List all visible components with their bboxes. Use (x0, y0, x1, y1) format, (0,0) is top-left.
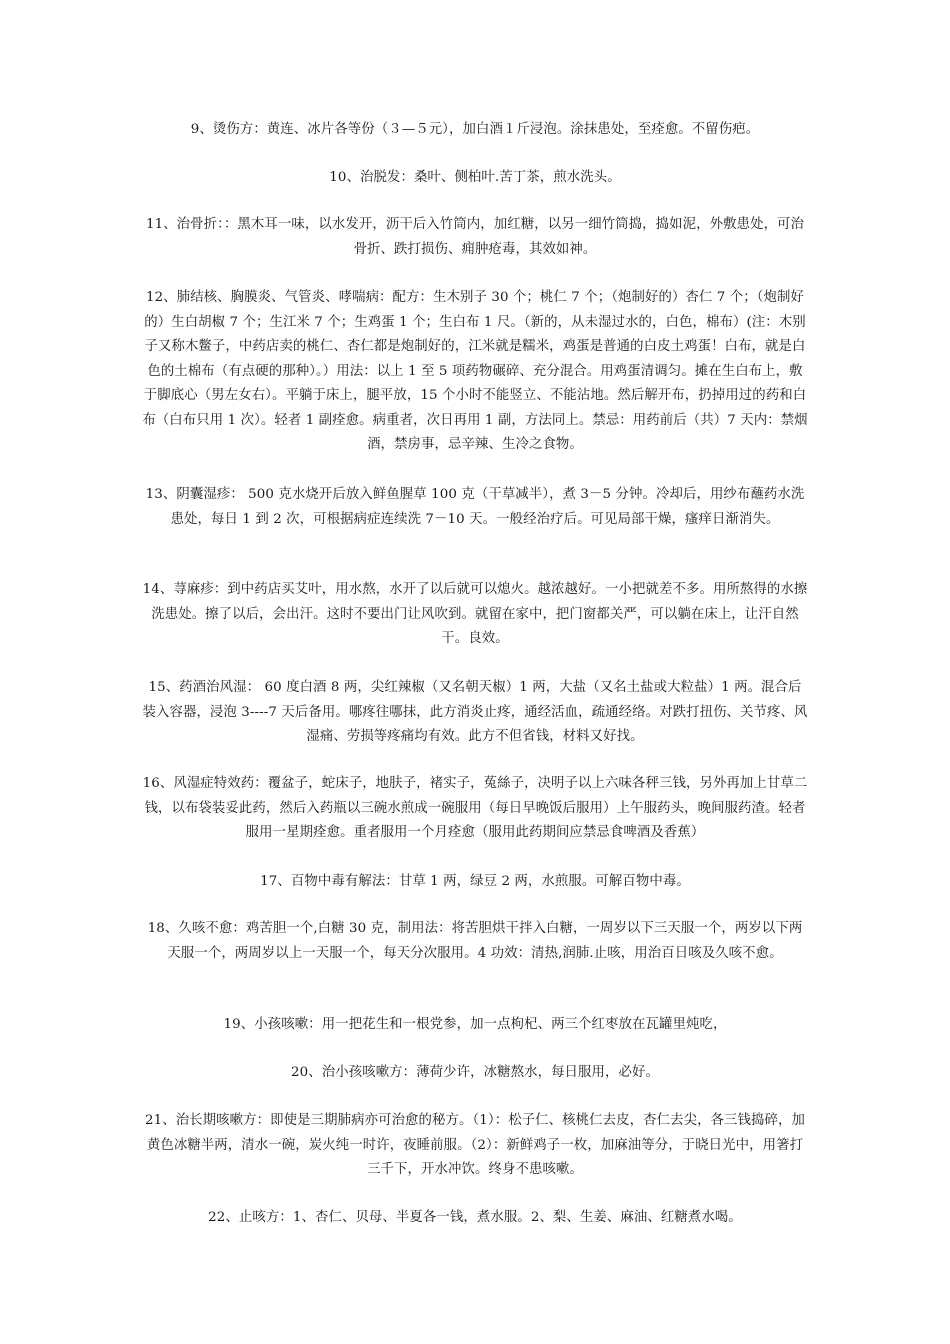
remedy-9-paragraph: 9、烫伤方：黄连、冰片各等份（３—５元），加白酒１斤浸泡。涂抹患处，至痊愈。不留伤疤。 (190, 122, 760, 137)
remedy-10-paragraph: 10、治脱发：桑叶、侧柏叶.苦丁茶，煎水洗头。 (329, 170, 621, 185)
remedy-14-paragraph: 14、荨麻疹：到中药店买艾叶，用水熬，水开了以后就可以熄火。越浓越好。一小把就差不多。用所熬得的水擦洗患处。擦了以后，会出汗。这时不要出门让风吹到。就留在家中，把门窗都关严，可以躺在床上，让汗自然干。良效。 (142, 582, 808, 646)
remedy-22-paragraph: 22、止咳方：1、杏仁、贝母、半夏各一钱，煮水服。2、梨、生姜、麻油、红糖煮水喝。 (208, 1210, 742, 1225)
remedy-19-paragraph: 19、小孩咳嗽：用一把花生和一根党参，加一点枸杞、两三个红枣放在瓦罐里炖吃， (223, 1017, 727, 1032)
remedy-13-paragraph: 13、阴囊湿疹： 500 克水烧开后放入鲜鱼腥草 100 克（干草减半），煮 3－5 分钟。冷却后，用纱布蘸药水洗患处，每日 1 到 2 次，可根据病症连续洗 7－10 天。一般经治疗后。可见局部干燥，瘙痒日渐消失。 (145, 487, 805, 527)
remedy-17-paragraph: 17、百物中毒有解法：甘草 1 两，绿豆 2 两，水煎服。可解百物中毒。 (260, 874, 690, 889)
remedy-11-paragraph: 11、治骨折：：黑木耳一味，以水发开，沥干后入竹筒内，加红糖，以另一细竹筒捣，捣如泥，外敷患处，可治骨折、跌打损伤、痈肿疮毒，其效如神。 (145, 217, 805, 257)
remedy-20-paragraph: 20、治小孩咳嗽方：薄荷少许，冰糖熬水，每日服用，必好。 (291, 1065, 659, 1080)
remedy-15-paragraph: 15、药酒治风湿： 60 度白酒 8 两，尖红辣椒（又名朝天椒）1 两，大盐（又名土盐或大粒盐）1 两。混合后装入容器，浸泡 3----7 天后备用。哪疼往哪抹，此方消炎止疼，通经活血，疏通经络。对跌打扭伤、关节疼、风湿痛、劳损等疼痛均有效。此方不但省钱，材料又好找。 (142, 680, 808, 744)
remedy-18-paragraph: 18、久咳不愈：鸡苦胆一个,白糖 30 克，制用法：将苦胆烘干拌入白糖，一周岁以下三天服一个，两岁以下两天服一个，两周岁以上一天服一个，每天分次服用。4 功效：清热,润肺.止咳，用治百日咳及久咳不愈。 (147, 921, 803, 961)
remedy-16-paragraph: 16、风湿症特效药：覆盆子，蛇床子，地肤子，褚实子，菟絲子，决明子以上六味各秤三钱，另外再加上甘草二钱，以布袋装妥此药，然后入药瓶以三碗水煎成一碗服用（每日早晚饭后服用）上午服药头，晚间服药渣。轻者服用一星期痊愈。重者服用一个月痊愈（服用此药期间应禁忌食啤酒及香蕉） (142, 776, 808, 840)
remedy-12-paragraph: 12、肺结核、胸膜炎、气管炎、哮喘病：配方：生木别子 30 个；桃仁 7 个；（炮制好的）杏仁 7 个；（炮制好的）生白胡椒 7 个；生江米 7 个；生鸡蛋 1 个；生白布 1 尺。（新的，从未湿过水的，白色，棉布）(注：木别子又称木鳖子，中药店卖的桃仁、杏仁都是炮制好的，江米就是糯米，鸡蛋是普通的白皮土鸡蛋！白布，就是白色的土棉布（有点硬的那种）。）用法：以上 1 至 5 项药物碾碎、充分混合。用鸡蛋清调匀。摊在生白布上，敷于脚底心（男左女右）。平躺于床上，腿平放，15 个小时不能竖立、不能沾地。然后解开布，扔掉用过的药和白布（白布只用 1 次）。轻者 1 副痊愈。病重者，次日再用 1 副，方法同上。禁忌：用药前后（共）7 天内：禁烟酒，禁房事，忌辛辣、生冷之食物。 (142, 290, 808, 452)
remedy-21-paragraph: 21、治长期咳嗽方：即使是三期肺病亦可治愈的秘方。（1）：松子仁、核桃仁去皮，杏仁去尖，各三钱捣碎，加黄色冰糖半两，清水一碗，炭火纯一时许，夜睡前服。（2）：新鲜鸡子一枚，加麻油等分，于晓日光中，用箸打三千下，开水冲饮。终身不患咳嗽。 (144, 1113, 805, 1177)
